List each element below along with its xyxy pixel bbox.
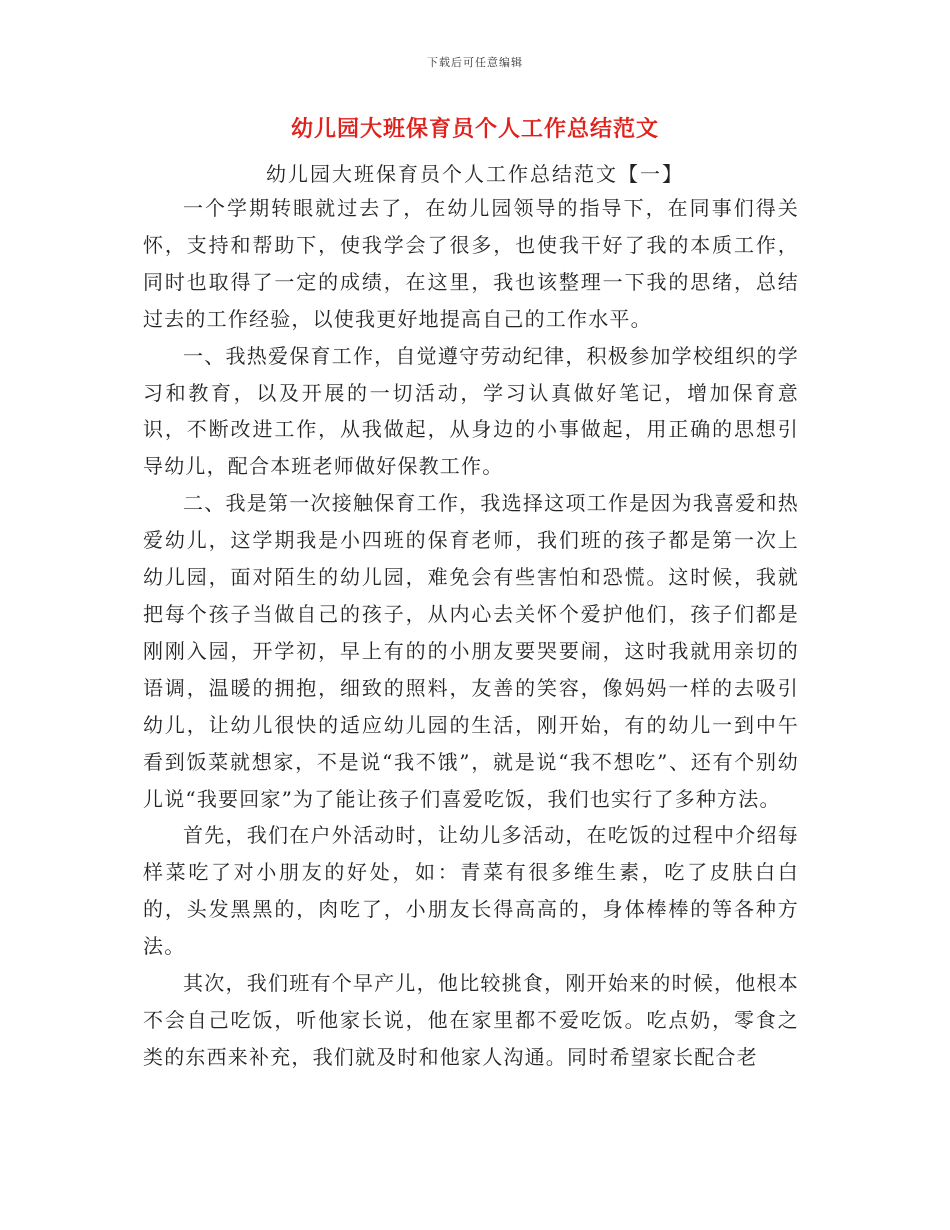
document-subtitle: 幼儿园大班保育员个人工作总结范文【一】: [266, 162, 684, 186]
paragraph-second: 其次，我们班有个早产儿，他比较挑食，刚开始来的时候，他根本不会自己吃饭，听他家长说，他在家里都不爱吃饭。吃点奶，零食之类的东西来补充，我们就及时和他家人沟通。同时希望家长配合老: [143, 971, 799, 1069]
paragraph-first: 首先，我们在户外活动时，让幼儿多活动，在吃饭的过程中介绍每样菜吃了对小朋友的好处，如：青菜有很多维生素，吃了皮肤白白的，头发黑黑的，肉吃了，小朋友长得高高的，身体棒棒的等各种方法。: [143, 823, 799, 959]
document-title: 幼儿园大班保育员个人工作总结范文: [290, 116, 659, 142]
header-note: 下载后可任意编辑: [427, 56, 523, 69]
paragraph-intro: 一个学期转眼就过去了，在幼儿园领导的指导下，在同事们得关怀，支持和帮助下，使我学会了很多，也使我干好了我的本质工作，同时也取得了一定的成绩，在这里，我也该整理一下我的思绪，总结过去的工作经验，以使我更好地提高自己的工作水平。: [143, 196, 799, 331]
paragraph-point-two: 二、我是第一次接触保育工作，我选择这项工作是因为我喜爱和热爱幼儿，这学期我是小四班的保育老师，我们班的孩子都是第一次上幼儿园，面对陌生的幼儿园，难免会有些害怕和恐慌。这时候，我就把每个孩子当做自己的孩子，从内心去关怀个爱护他们，孩子们都是刚刚入园，开学初，早上有的的小朋友要哭要闹，这时我就用亲切的语调，温暖的拥抱，细致的照料，友善的笑容，像妈妈一样的去吸引幼儿，让幼儿很快的适应幼儿园的生活，刚开始，有的幼儿一到中午看到饭菜就想家，不是说“我不饿”，就是说“我不想吃”、还有个别幼儿说“我要回家”为了能让孩子们喜爱吃饭，我们也实行了多种方法。: [143, 491, 799, 811]
document-body: [143, 190, 799, 1076]
paragraph-point-one: 一、我热爱保育工作，自觉遵守劳动纪律，积极参加学校组织的学习和教育，以及开展的一切活动，学习认真做好笔记，增加保育意识，不断改进工作，从我做起，从身边的小事做起，用正确的思想引导幼儿，配合本班老师做好保教工作。: [143, 343, 799, 479]
